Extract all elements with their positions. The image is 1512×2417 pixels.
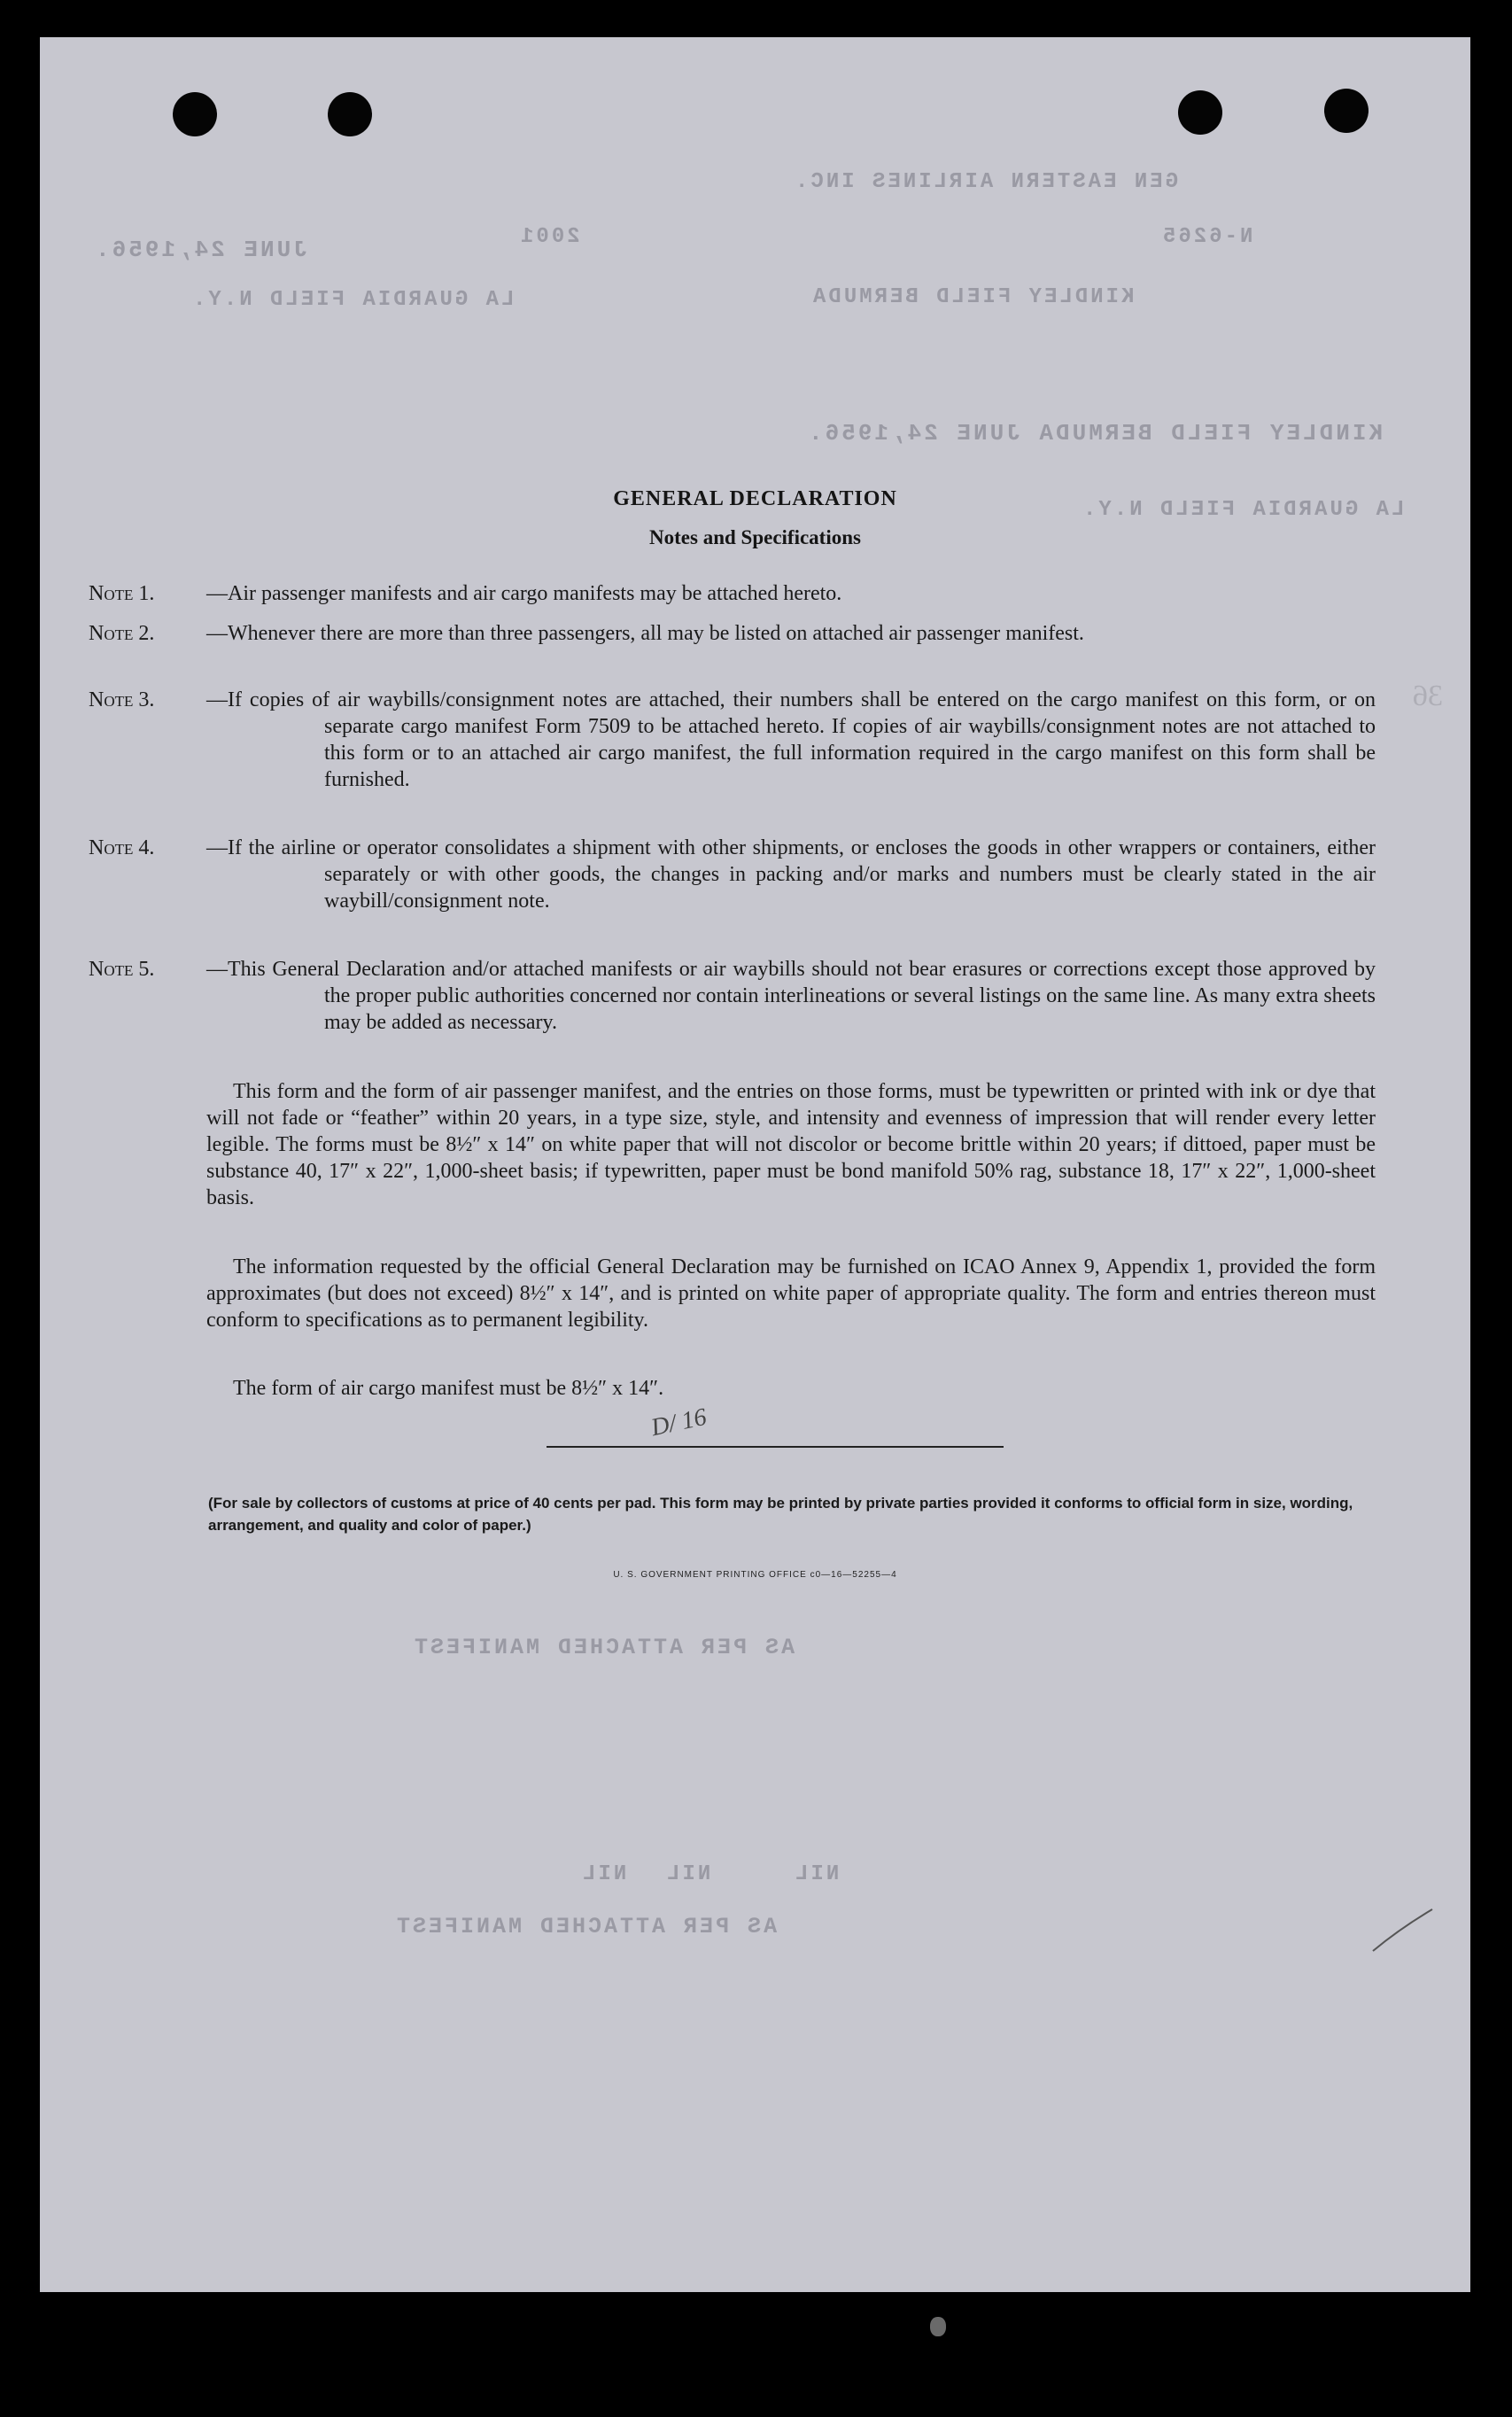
bleed-manifest-note: AS PER ATTACHED MANIFEST bbox=[412, 1635, 795, 1660]
paragraph-cargo-manifest-size: The form of air cargo manifest must be 8½″ x 14″. bbox=[233, 1377, 664, 1400]
bleed-nil-3: NIL bbox=[793, 1862, 840, 1886]
page-subtitle: Notes and Specifications bbox=[649, 526, 861, 548]
bleed-arrival-line: LA GUARDIA FIELD N.Y. bbox=[1081, 498, 1405, 522]
note-1: Note 1. —Air passenger manifests and air cargo manifests may be attached hereto. bbox=[89, 582, 842, 605]
note-2: Note 2. —Whenever there are more than three passengers, all may be listed on attached air passenger manifest. bbox=[89, 622, 1084, 645]
bleed-flight-no: 2001 bbox=[518, 225, 580, 249]
note-5: Note 5. —This General Declaration and/or attached manifests or air waybills should not bear erasures or corrections except those approved by the proper public authorities concerned nor contain interlineations or several listings on the same line. As many extra sheets may be added as necessary. bbox=[89, 958, 1376, 1034]
punch-hole-right-2 bbox=[1324, 89, 1369, 133]
bleed-cargo-note: AS PER ATTACHED MANIFEST bbox=[394, 1914, 778, 1939]
note-3: Note 3. —If copies of air waybills/consignment notes are attached, their numbers shall be entered on the cargo manifest on this form, or on separate cargo manifest Form 7509 to be attached hereto. If copies of air waybills/consignment notes are not attached to this form or to an attached air cargo manifest, the full information required in the cargo manifest on this form shall be furnished. bbox=[89, 688, 1376, 791]
paragraph-form-requirements: This form and the form of air passenger manifest, and the entries on those forms, must be typewritten or printed with ink or dye that will not fade or “feather” within 20 years, in a type size, style, and intensity and evenness of impression that will render every letter legible. The forms must be 8½″ x 14″ on white paper that will not discolor or become brittle within 20 years; if dittoed, paper must be substance 40, 17″ x 22″, 1,000-sheet basis; if typewritten, paper must be bond manifold 50% rag, substance 18, 17″ x 22″, 1,000-sheet basis. bbox=[206, 1080, 1376, 1209]
handwritten-initials: D/ 16 bbox=[648, 1403, 709, 1442]
punch-hole-left-1 bbox=[173, 92, 217, 136]
note-4: Note 4. —If the airline or operator consolidates a shipment with other shipments, or encloses the goods in other wrappers or containers, either separately or with other goods, the changes in packing and/or marks and numbers must be clearly stated in the air waybill/consignment note. bbox=[89, 836, 1376, 913]
sale-notice: (For sale by collectors of customs at price of 40 cents per pad. This form may be printed by private parties provided it conforms to official form in size, wording, arrangement, and quality and color of paper.) bbox=[208, 1495, 1353, 1534]
pen-stroke bbox=[1369, 1902, 1439, 1955]
note-text: If the airline or operator consolidates a shipment with other shipments, or encloses the goods in other wrappers or containers, either separately or with other goods, the changes in packing and/or marks and numbers must be clearly stated in the air waybill/consignment note. bbox=[228, 836, 1376, 913]
bleed-date-top: JUNE 24,1956. bbox=[93, 237, 307, 263]
bleed-destination-top: LA GUARDIA FIELD N.Y. bbox=[190, 288, 515, 312]
divider-rule bbox=[547, 1446, 1004, 1448]
gpo-imprint: U. S. GOVERNMENT PRINTING OFFICE c0—16—52255—4 bbox=[613, 1570, 897, 1580]
bleed-departure-line: KINDLEY FIELD BERMUDA JUNE 24,1956. bbox=[806, 420, 1384, 447]
note-text: Whenever there are more than three passengers, all may be listed on attached air passenger manifest. bbox=[228, 622, 1084, 645]
bleed-nil-1: NIL bbox=[580, 1862, 627, 1886]
paragraph-icao-annex: The information requested by the official General Declaration may be furnished on ICAO Annex 9, Appendix 1, provided the form approximates (but does not exceed) 8½″ x 14″, and is printed on white paper of appropriate quality. The form and entries thereon must conform to specifications as to permanent legibility. bbox=[206, 1255, 1376, 1332]
note-text: Air passenger manifests and air cargo manifests may be attached hereto. bbox=[228, 582, 842, 605]
scan-speck bbox=[930, 2317, 946, 2336]
note-text: This General Declaration and/or attached manifests or air waybills should not bear erasures or corrections except those approved by the proper public authorities concerned nor contain interlineations or several listings on the same line. As many extra sheets may be added as necessary. bbox=[228, 958, 1376, 1034]
bleed-margin-number: 36 bbox=[1413, 680, 1443, 712]
note-text: If copies of air waybills/consignment notes are attached, their numbers shall be entered on the cargo manifest on this form, or on separate cargo manifest Form 7509 to be attached hereto. If copies of air waybills/consignment notes are not attached to this form or to an attached air cargo manifest, the full information required in the cargo manifest on this form shall be furnished. bbox=[228, 688, 1376, 791]
bleed-registration: N-6265 bbox=[1160, 225, 1253, 249]
bleed-nil-2: NIL bbox=[664, 1862, 711, 1886]
page-title: GENERAL DECLARATION bbox=[613, 487, 897, 510]
bleed-operator: GEN EASTERN AIRLINES INC. bbox=[793, 170, 1179, 194]
document-page bbox=[40, 37, 1470, 2292]
bleed-route: KINDLEY FIELD BERMUDA bbox=[810, 285, 1135, 309]
punch-hole-right-1 bbox=[1178, 90, 1222, 135]
punch-hole-left-2 bbox=[328, 92, 372, 136]
